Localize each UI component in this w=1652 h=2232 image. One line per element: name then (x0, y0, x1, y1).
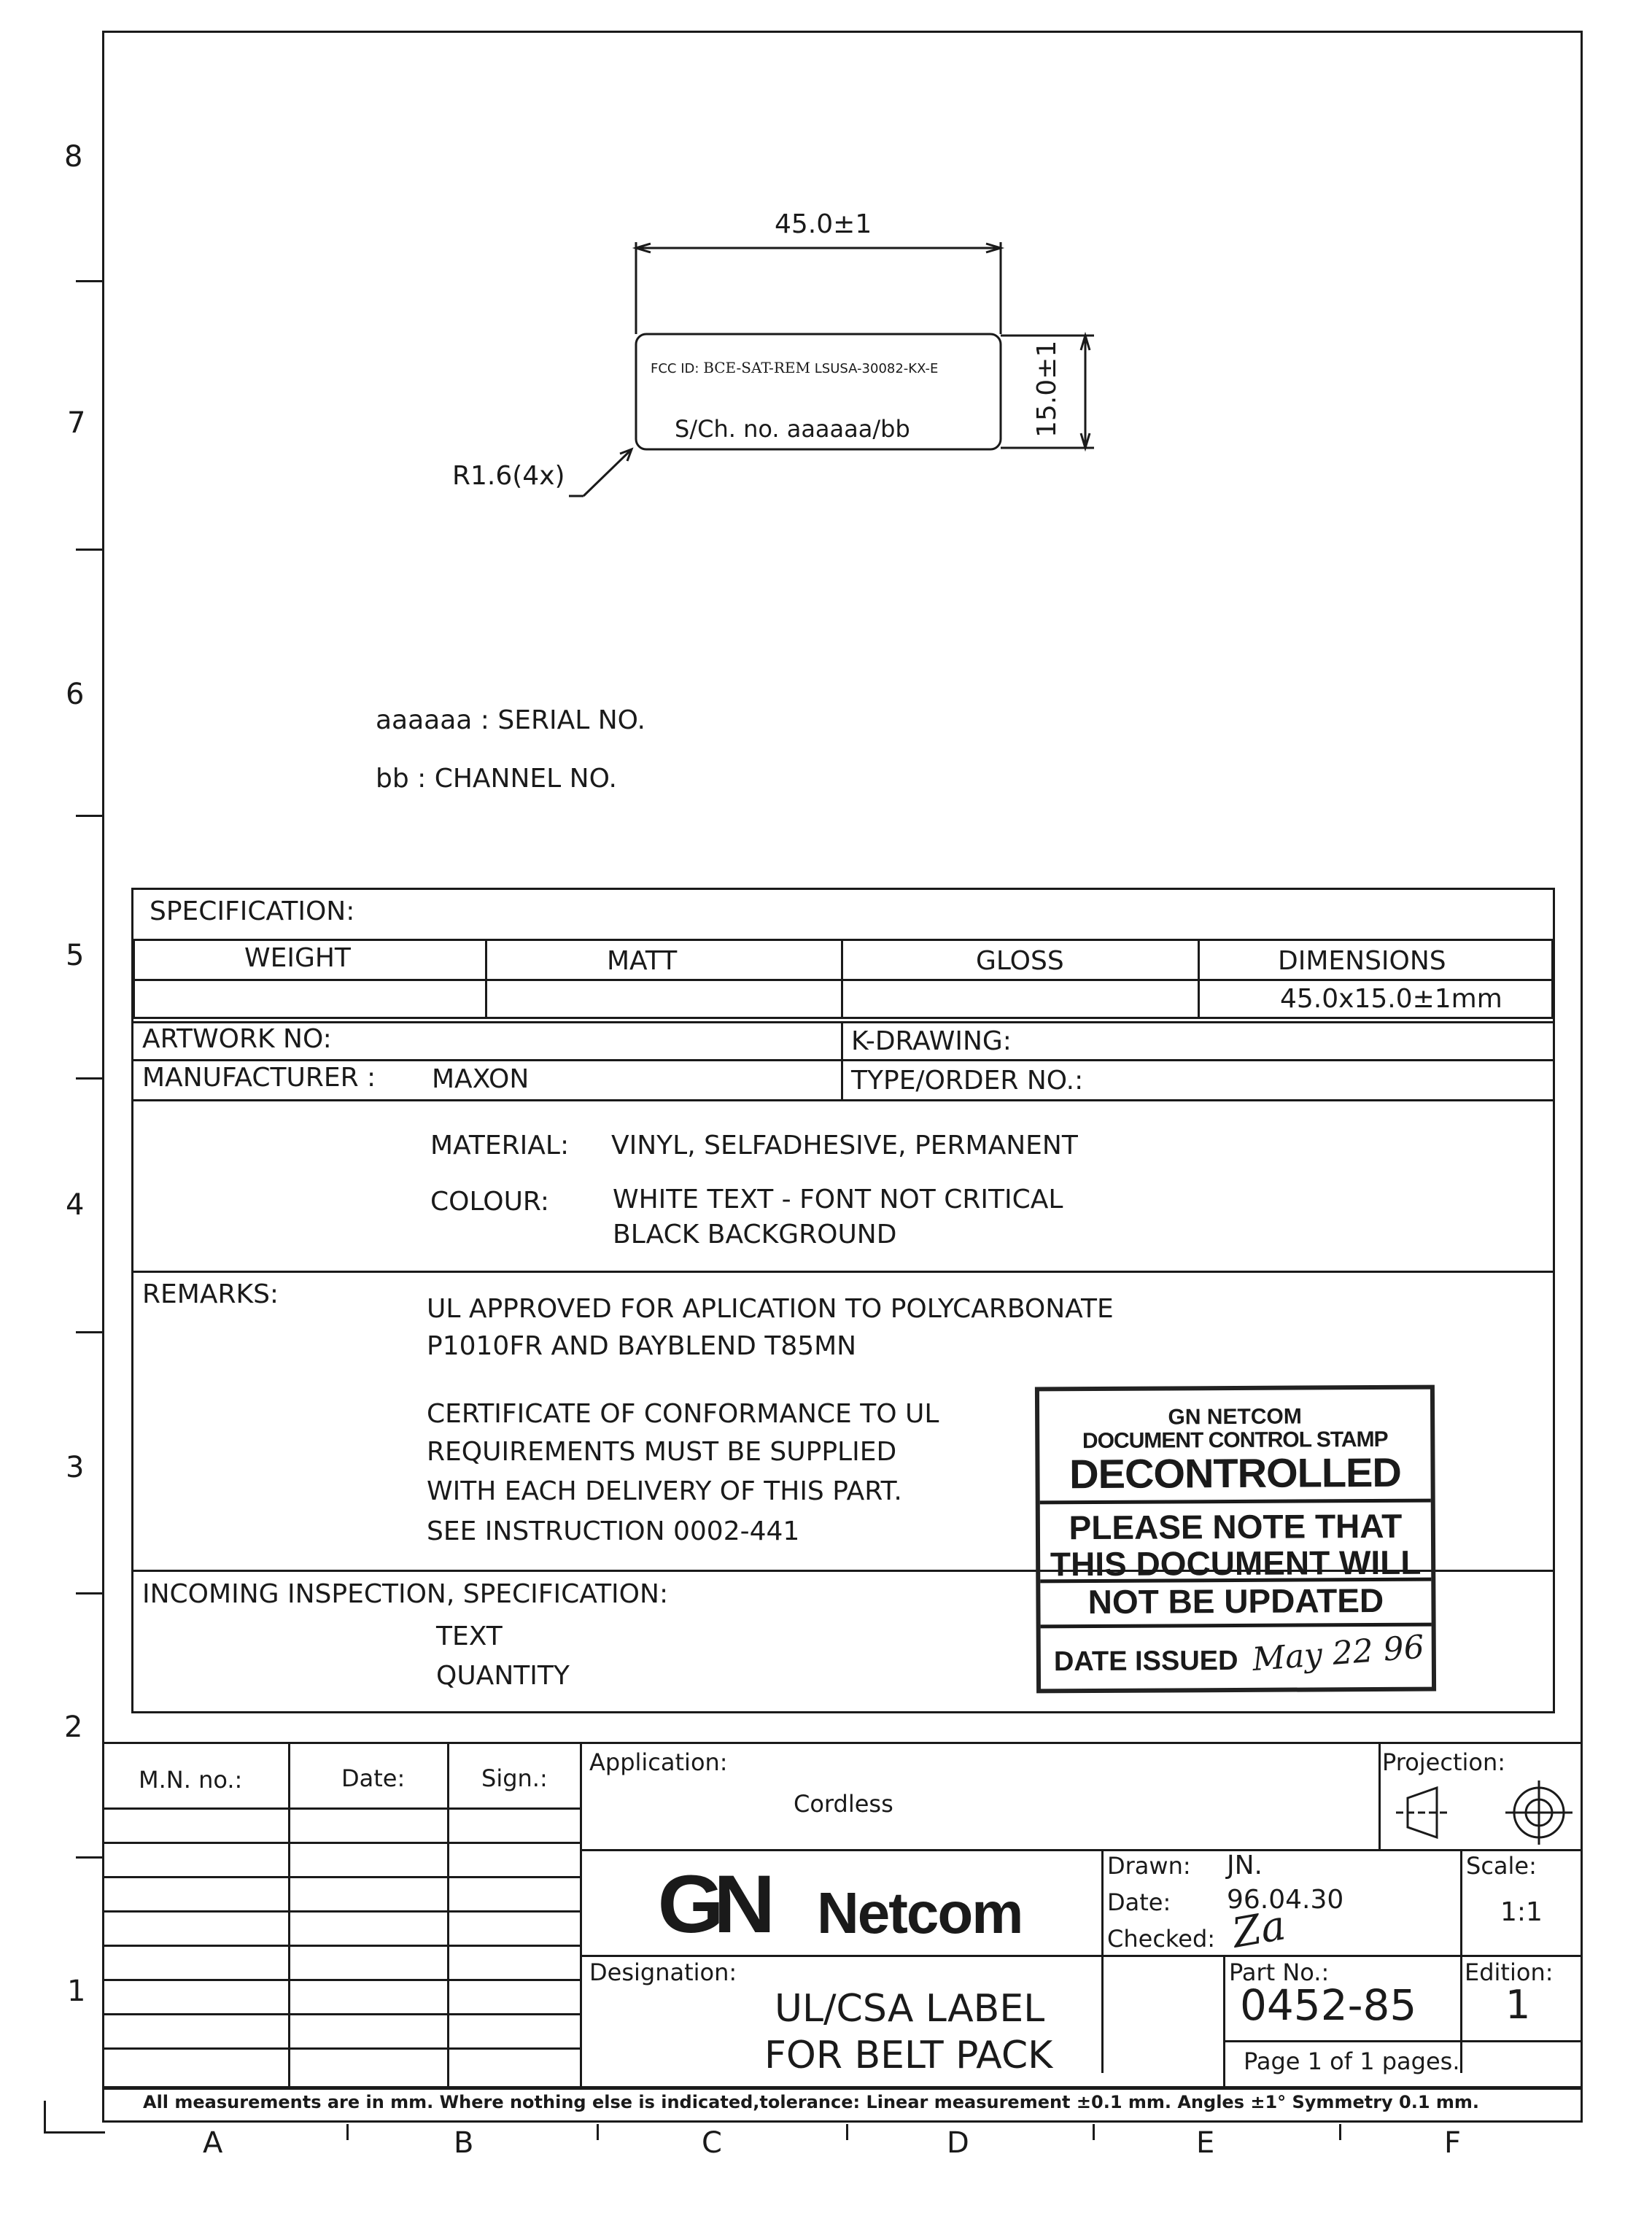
checked-label: Checked: (1107, 1925, 1216, 1953)
date-label: Date: (1107, 1888, 1171, 1916)
sign-header: Sign.: (481, 1764, 548, 1792)
part-no-label: Part No.: (1229, 1958, 1330, 1986)
remark-line-4: REQUIREMENTS MUST BE SUPPLIED (427, 1437, 897, 1467)
checked-signature: Za (1228, 1902, 1290, 1958)
zone-a: A (203, 2126, 223, 2160)
projection-icon (1386, 1776, 1575, 1849)
scale-value: 1:1 (1500, 1897, 1543, 1927)
drawn-value: JN. (1227, 1851, 1263, 1880)
stamp-note-1: PLEASE NOTE THAT (1069, 1506, 1403, 1547)
stamp-note-2: THIS DOCUMENT WILL (1050, 1543, 1422, 1584)
spec-col-weight: WEIGHT (244, 943, 351, 973)
application-label: Application: (589, 1748, 728, 1776)
drawn-label: Drawn: (1107, 1852, 1191, 1880)
incoming-inspection-label: INCOMING INSPECTION, SPECIFICATION: (142, 1579, 669, 1609)
remark-line-5: WITH EACH DELIVERY OF THIS PART. (427, 1476, 902, 1506)
legend-serial: aaaaaa : SERIAL NO. (376, 705, 645, 735)
stamp-date-signature: May 22 96 (1251, 1628, 1426, 1679)
fcc-id-value: BCE-SAT-REM (703, 359, 810, 376)
tolerance-footer: All measurements are in mm. Where nothing else is indicated,tolerance: Linear measurement ±0.1 mm. Angles ±1° Symmetry 0.1 mm. (143, 2092, 1480, 2112)
legend-channel: bb : CHANNEL NO. (376, 764, 617, 794)
logo-text: Netcom (817, 1880, 1023, 1945)
zone-7: 7 (67, 406, 86, 440)
radius-note: R1.6(4x) (452, 461, 565, 491)
designation-label: Designation: (589, 1958, 737, 1986)
remark-line-3: CERTIFICATE OF CONFORMANCE TO UL (427, 1399, 939, 1429)
label-fcc-line (651, 360, 938, 376)
material-label: MATERIAL: (430, 1131, 570, 1160)
stamp-status: DECONTROLLED (1069, 1449, 1402, 1497)
projection-label: Projection: (1382, 1748, 1506, 1776)
application-value: Cordless (794, 1790, 893, 1818)
stamp-date-issued: DATE ISSUED (1053, 1645, 1238, 1678)
date-header: Date: (341, 1764, 406, 1792)
manufacturer-label: MANUFACTURER : (142, 1063, 376, 1093)
zone-1: 1 (67, 1975, 86, 2008)
zone-f: F (1444, 2126, 1462, 2160)
k-drawing-label: K-DRAWING: (851, 1026, 1012, 1056)
artwork-no-label: ARTWORK NO: (142, 1024, 332, 1054)
remark-line-2: P1010FR AND BAYBLEND T85MN (427, 1331, 857, 1361)
fcc-id-prefix: FCC ID: (651, 361, 699, 376)
width-dimension: 45.0±1 (775, 209, 872, 239)
spec-col-gloss: GLOSS (976, 946, 1064, 976)
incoming-item-quantity: QUANTITY (436, 1661, 570, 1691)
designation-line-1: UL/CSA LABEL (775, 1987, 1045, 2031)
edition-label: Edition: (1465, 1958, 1554, 1986)
remarks-label: REMARKS: (142, 1279, 279, 1309)
page-count: Page 1 of 1 pages. (1244, 2047, 1460, 2075)
zone-2: 2 (64, 1710, 83, 1744)
stamp-company: GN NETCOM (1168, 1404, 1302, 1430)
zone-b: B (454, 2126, 474, 2160)
logo-mark: GN (657, 1859, 765, 1950)
zone-6: 6 (66, 678, 85, 711)
material-value: VINYL, SELFADHESIVE, PERMANENT (611, 1131, 1078, 1160)
stamp-title: DOCUMENT CONTROL STAMP (1082, 1427, 1388, 1454)
incoming-item-text: TEXT (436, 1621, 503, 1651)
zone-c: C (702, 2126, 722, 2160)
zone-8: 8 (64, 140, 83, 174)
mn-no-header: M.N. no.: (139, 1766, 243, 1794)
part-no-value: 0452-85 (1240, 1980, 1417, 2030)
document-control-stamp (1035, 1385, 1436, 1694)
zone-3: 3 (66, 1451, 85, 1484)
designation-line-2: FOR BELT PACK (764, 2034, 1053, 2077)
stamp-note-3: NOT BE UPDATED (1087, 1581, 1384, 1621)
zone-e: E (1196, 2126, 1215, 2160)
label-serial-line: S/Ch. no. aaaaaa/bb (675, 415, 910, 443)
remark-line-6: SEE INSTRUCTION 0002-441 (427, 1516, 800, 1546)
colour-value-2: BLACK BACKGROUND (613, 1220, 897, 1249)
zone-5: 5 (66, 939, 85, 972)
gn-netcom-logo (657, 1859, 1039, 1950)
height-dimension: 15.0±1 (1032, 340, 1062, 438)
spec-heading: SPECIFICATION: (150, 896, 355, 926)
remark-line-1: UL APPROVED FOR APLICATION TO POLYCARBONATE (427, 1294, 1114, 1324)
zone-d: D (947, 2126, 969, 2160)
colour-label: COLOUR: (430, 1187, 549, 1217)
spec-value-dimensions: 45.0x15.0±1mm (1280, 984, 1502, 1014)
colour-value-1: WHITE TEXT - FONT NOT CRITICAL (613, 1185, 1063, 1214)
spec-col-dimensions: DIMENSIONS (1278, 946, 1446, 976)
fcc-id-suffix: LSUSA-30082-KX-E (814, 361, 939, 376)
scale-label: Scale: (1466, 1852, 1537, 1880)
manufacturer-value: MAXON (432, 1064, 530, 1094)
type-order-label: TYPE/ORDER NO.: (851, 1066, 1084, 1096)
zone-4: 4 (66, 1188, 85, 1222)
edition-value: 1 (1505, 1982, 1531, 2028)
spec-col-matt: MATT (607, 946, 678, 976)
date-value: 96.04.30 (1227, 1885, 1344, 1915)
